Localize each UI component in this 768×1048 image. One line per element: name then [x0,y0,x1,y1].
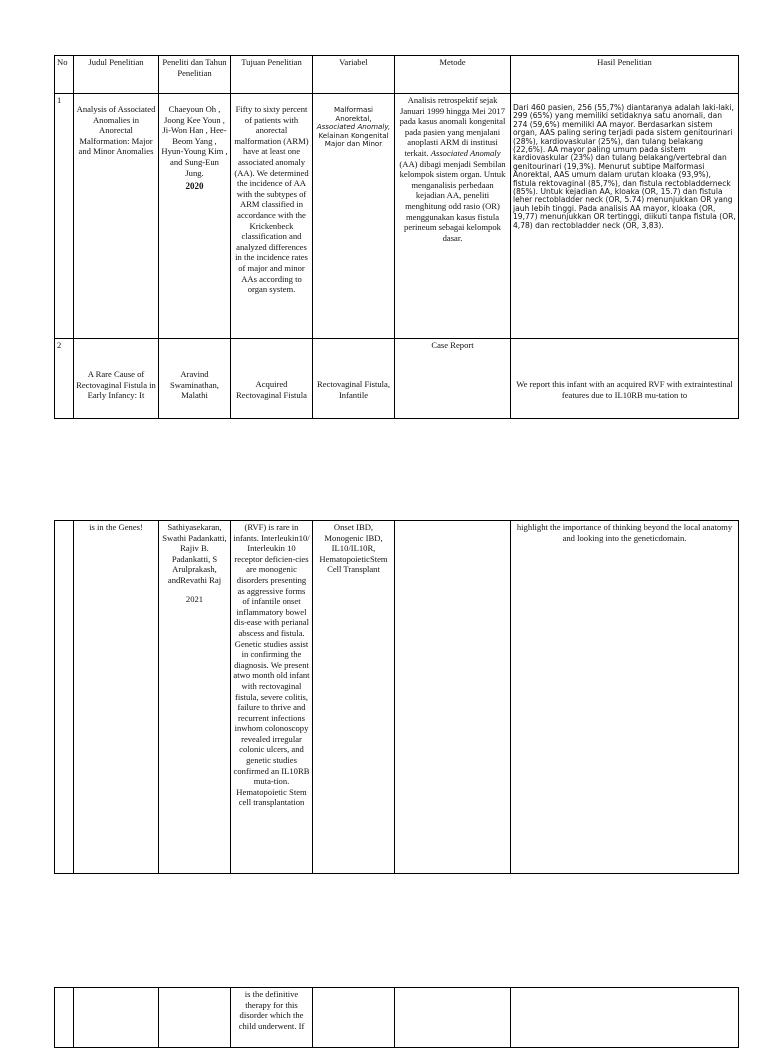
row1-metode-b: Associated Anomaly [430,147,501,158]
row2-tujuan-cont2: is the definitive therapy for this disorder which the child underwent. If [231,988,313,1048]
row2-variabel-cont2 [313,988,395,1048]
row2-metode-cont [395,521,511,874]
row2-peneliti-text-2: Sathiyasekaran, Swathi Padankatti, Rajiv B. Padankatti, S Arulprakash, andRevathi Raj [162,522,227,585]
row1-metode [395,94,511,339]
header-variabel: Variabel [313,56,395,94]
row2-variabel-cont: Onset IBD, Monogenic IBD, IL10/IL10R, HematopoieticStem Cell Transplant [313,521,395,874]
table-row [55,94,739,339]
header-peneliti: Peneliti dan Tahun Penelitian [159,56,231,94]
row1-variabel-b-text: Associated Anomaly, [316,122,391,132]
row2-hasil-cont: highlight the importance of thinking beyond the local anatomy and looking into the geneticdomain. [511,521,739,874]
row2-peneliti [159,339,231,419]
row1-variabel-a: Malformasi Anorektal, [334,105,373,123]
row2-metode: Case Report [395,339,511,419]
row2-judul-text-1: A Rare Cause of Rectovaginal Fistula in Early Infancy: It [76,369,156,401]
row2-hasil-text-1: We report this infant with an acquired RVF with extraintestinal features due to IL10RB mu-tation to [516,379,733,400]
row1-peneliti-names: Chaeyoun Oh , Joong Kee Youn , Ji-Won Han , Hee-Beom Yang , Hyun-Young Kim , and Sung-Eun Jung. [161,104,228,178]
row2-judul-cont: is in the Genes! [74,521,159,874]
row1-tahun: 2020 [185,181,204,192]
row2-judul-cont2 [74,988,159,1048]
table-page-3 [54,987,737,1031]
table-row [55,339,739,419]
row2-hasil [511,339,739,419]
row2-no: 2 [55,339,74,419]
row2-judul [74,339,159,419]
row1-peneliti [159,94,231,339]
row1-no: 1 [55,94,74,339]
table-page-2 [54,520,737,874]
row2-tujuan-cont: (RVF) is rare in infants. Interleukin10/ Interleukin 10 receptor deficien-cies are monogenic disorders presenting as aggressive forms of infantile onset inflammatory bowel dis-ease with perianal abscess and fistula. Genetic studies assist in confirming the diagnosis. We present atwo month old infant with rectovaginal fistula, severe colitis, failure to thrive and recurrent infections inwhom colonoscopy revealed irregular colonic ulcers, and genetic studies confirmed an IL10RB muta-tion. Hematopoietic Stem cell transplantation [231,521,313,874]
row1-variabel-c: Kelainan Kongenital Major dan Minor [318,130,389,149]
row2-metode-cont2 [395,988,511,1048]
header-metode: Metode [395,56,511,94]
header-judul: Judul Penelitian [74,56,159,94]
research-table-continued [54,520,739,874]
row1-judul [74,94,159,339]
table-row [55,988,739,1048]
research-table [54,55,739,419]
research-table-continued-2 [54,987,739,1048]
row2-tujuan [231,339,313,419]
row2-variabel [313,339,395,419]
header-hasil: Hasil Penelitian [511,56,739,94]
row2-peneliti-cont [159,521,231,874]
row1-judul-text: Analysis of Associated Anomalies in Anorectal Malformation: Major and Minor Anomalies [76,104,156,157]
row2-peneliti-cont2 [159,988,231,1048]
row2-variabel-text-1: Rectovaginal Fistula, Infantile [316,379,391,400]
row2-tahun: 2021 [185,593,204,604]
header-tujuan: Tujuan Penelitian [231,56,313,94]
row1-tujuan [231,94,313,339]
header-no: No [55,56,74,94]
table-header-row [55,56,739,94]
table-page-1 [54,55,737,404]
row1-variabel [313,94,395,339]
row2-hasil-cont2 [511,988,739,1048]
row2-no-cont [55,521,74,874]
row1-hasil: Dari 460 pasien, 256 (55,7%) diantaranya adalah laki-laki, 299 (65%) yang memiliki setidaknya satu anomali, dan 274 (59,6%) memiliki AA mayor. Berdasarkan sistem organ, AAS paling sering terjadi pada sistem genitourinari (28%), kardiovaskular (25%), dan tulang belakang (22,6%). AA mayor paling umum pada sistem kardiovaskular (23%) dan tulang belakang/vertebral dan genitourinari (19,3%). Menurut subtipe Malformasi Anorektal, AAS umum dalam urutan kloaka (93,9%), fistula rektovaginal (85,7%), dan fistula rectobladderneck (85%). Untuk kejadian AA, kloaka (OR, 15.7) dan fistula leher rectobladder neck (OR, 5.74) menunjukkan OR yang jauh lebih tinggi. Pada analisis AA mayor, kloaka (OR, 19,77) menunjukkan OR tertinggi, diikuti tanpa fistula (OR, 4,78) dan rectobladder neck (OR, 3,83). [511,94,739,339]
table-row [55,521,739,874]
row1-metode-a: Analisis retrospektif sejak Januari 1999 hingga Mei 2017 pada kasus anomali kongenital pada pasien yang menjalani anoplasti ARM di institusi terkait. [399,95,506,158]
row2-no-cont2 [55,988,74,1048]
row1-tujuan-text: Fifty to sixty percent of patients with anorectal malformation (ARM) have at least one associated anomaly (AA). We determined the incidence of AA with the subtypes of ARM classified in accordance with the Krickenbeck classification and analyzed differences in the incidence rates of major and minor AAs according to organ system. [234,104,309,295]
row2-tujuan-text-1: Acquired Rectovaginal Fistula [236,379,307,400]
row1-metode-c: (AA) dibagi menjadi Sembilan kelompok sistem organ. Untuk menganalisis perbedaan kejadian AA, peneliti menghitung odd rasio (OR) menggunakan kasus fistula perineum sebagai kelompok dasar. [399,158,506,243]
row2-peneliti-text-1: Aravind Swaminathan, Malathi [170,369,219,401]
